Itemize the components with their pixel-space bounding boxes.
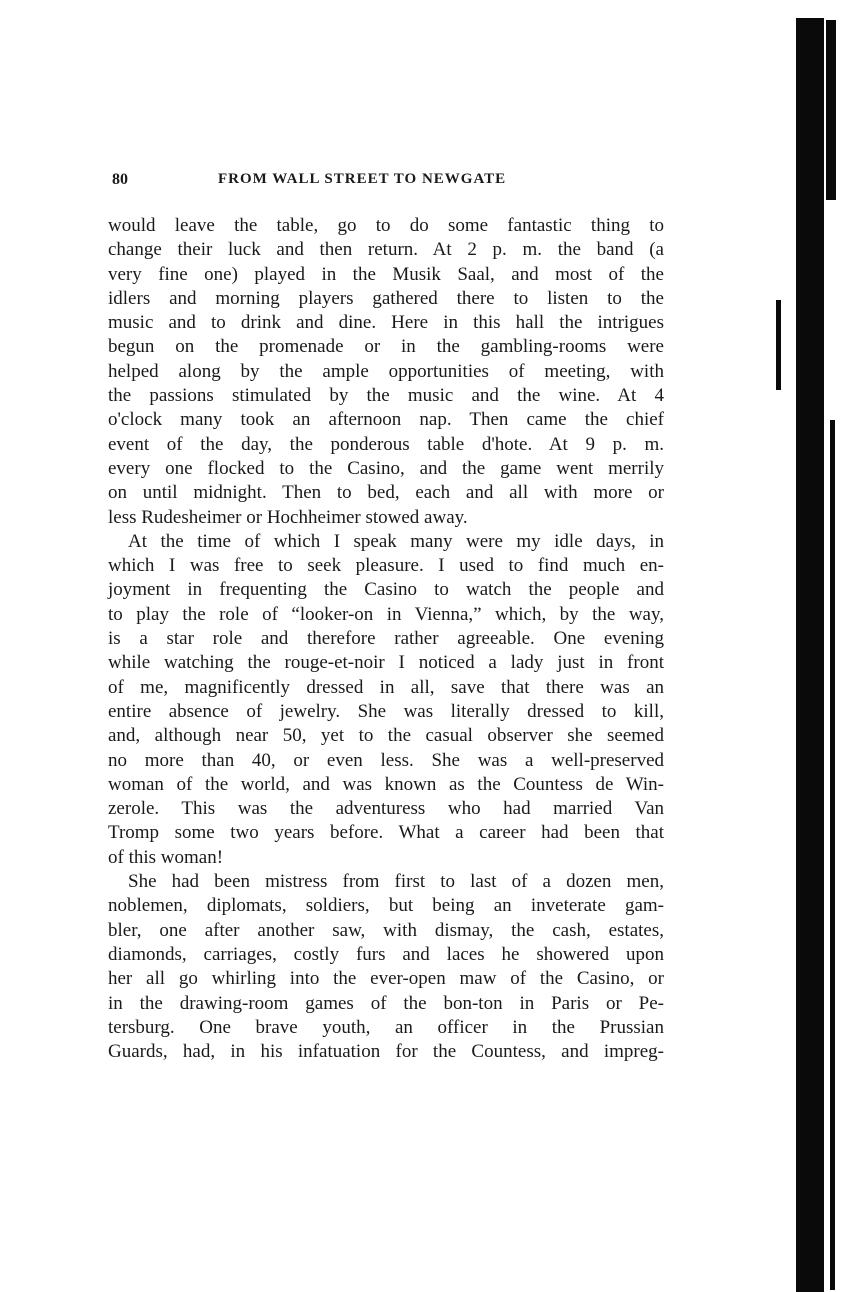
text-line: joyment in frequenting the Casino to watch the people and	[108, 579, 664, 601]
scan-edge-shadow	[776, 300, 781, 390]
text-line: event of the day, the ponderous table d'hote. At 9 p. m.	[108, 433, 664, 455]
text-line: noblemen, diplomats, soldiers, but being an inveterate gam-	[108, 895, 664, 917]
text-line: Guards, had, in his infatuation for the Countess, and impreg-	[108, 1041, 664, 1063]
text-line: Tromp some two years before. What a career had been that	[108, 822, 664, 844]
text-line: and, although near 50, yet to the casual observer she seemed	[108, 725, 664, 747]
text-line: no more than 40, or even less. She was a well-preserved	[108, 749, 664, 771]
body-text	[108, 214, 664, 1064]
text-line: music and to drink and dine. Here in this hall the intrigues	[108, 312, 664, 334]
text-line: less Rudesheimer or Hochheimer stowed away.	[108, 506, 468, 528]
text-line: the passions stimulated by the music and the wine. At 4	[108, 385, 664, 407]
text-line: helped along by the ample opportunities of meeting, with	[108, 360, 664, 382]
text-line: idlers and morning players gathered there to listen to the	[108, 287, 664, 309]
text-line: her all go whirling into the ever-open maw of the Casino, or	[108, 968, 664, 990]
scan-edge-shadow	[830, 420, 835, 1290]
text-line: on until midnight. Then to bed, each and all with more or	[108, 482, 664, 504]
scan-edge-shadow	[796, 18, 824, 1292]
page-number: 80	[112, 171, 128, 188]
text-line: very fine one) played in the Musik Saal, and most of the	[108, 263, 664, 285]
text-line: of this woman!	[108, 846, 224, 868]
text-line: At the time of which I speak many were my idle days, in	[128, 530, 664, 552]
text-line: change their luck and then return. At 2 p. m. the band (a	[108, 239, 664, 261]
text-line: bler, one after another saw, with dismay, the cash, estates,	[108, 919, 664, 941]
text-line: every one flocked to the Casino, and the game went merrily	[108, 457, 664, 479]
text-line: of me, magnificently dressed in all, save that there was an	[108, 676, 664, 698]
text-line: entire absence of jewelry. She was literally dressed to kill,	[108, 700, 664, 722]
text-line: which I was free to seek pleasure. I used to find much en-	[108, 555, 664, 577]
text-line: woman of the world, and was known as the Countess de Win-	[108, 773, 664, 795]
text-line: begun on the promenade or in the gambling-rooms were	[108, 336, 664, 358]
text-line: while watching the rouge-et-noir I noticed a lady just in front	[108, 652, 664, 674]
text-line: would leave the table, go to do some fantastic thing to	[108, 215, 664, 236]
text-line: tersburg. One brave youth, an officer in the Prussian	[108, 1016, 664, 1038]
text-line: is a star role and therefore rather agreeable. One evening	[108, 628, 664, 650]
running-title: FROM WALL STREET TO NEWGATE	[218, 171, 507, 187]
text-line: in the drawing-room games of the bon-ton in Paris or Pe-	[108, 992, 664, 1014]
scan-edge-shadow	[826, 20, 836, 200]
text-line: zerole. This was the adventuress who had married Van	[108, 798, 664, 820]
text-line: o'clock many took an afternoon nap. Then came the chief	[108, 409, 664, 431]
text-line: She had been mistress from first to last of a dozen men,	[128, 871, 664, 893]
text-line: to play the role of “looker-on in Vienna,” which, by the way,	[108, 603, 664, 625]
text-line: diamonds, carriages, costly furs and laces he showered upon	[108, 943, 664, 965]
